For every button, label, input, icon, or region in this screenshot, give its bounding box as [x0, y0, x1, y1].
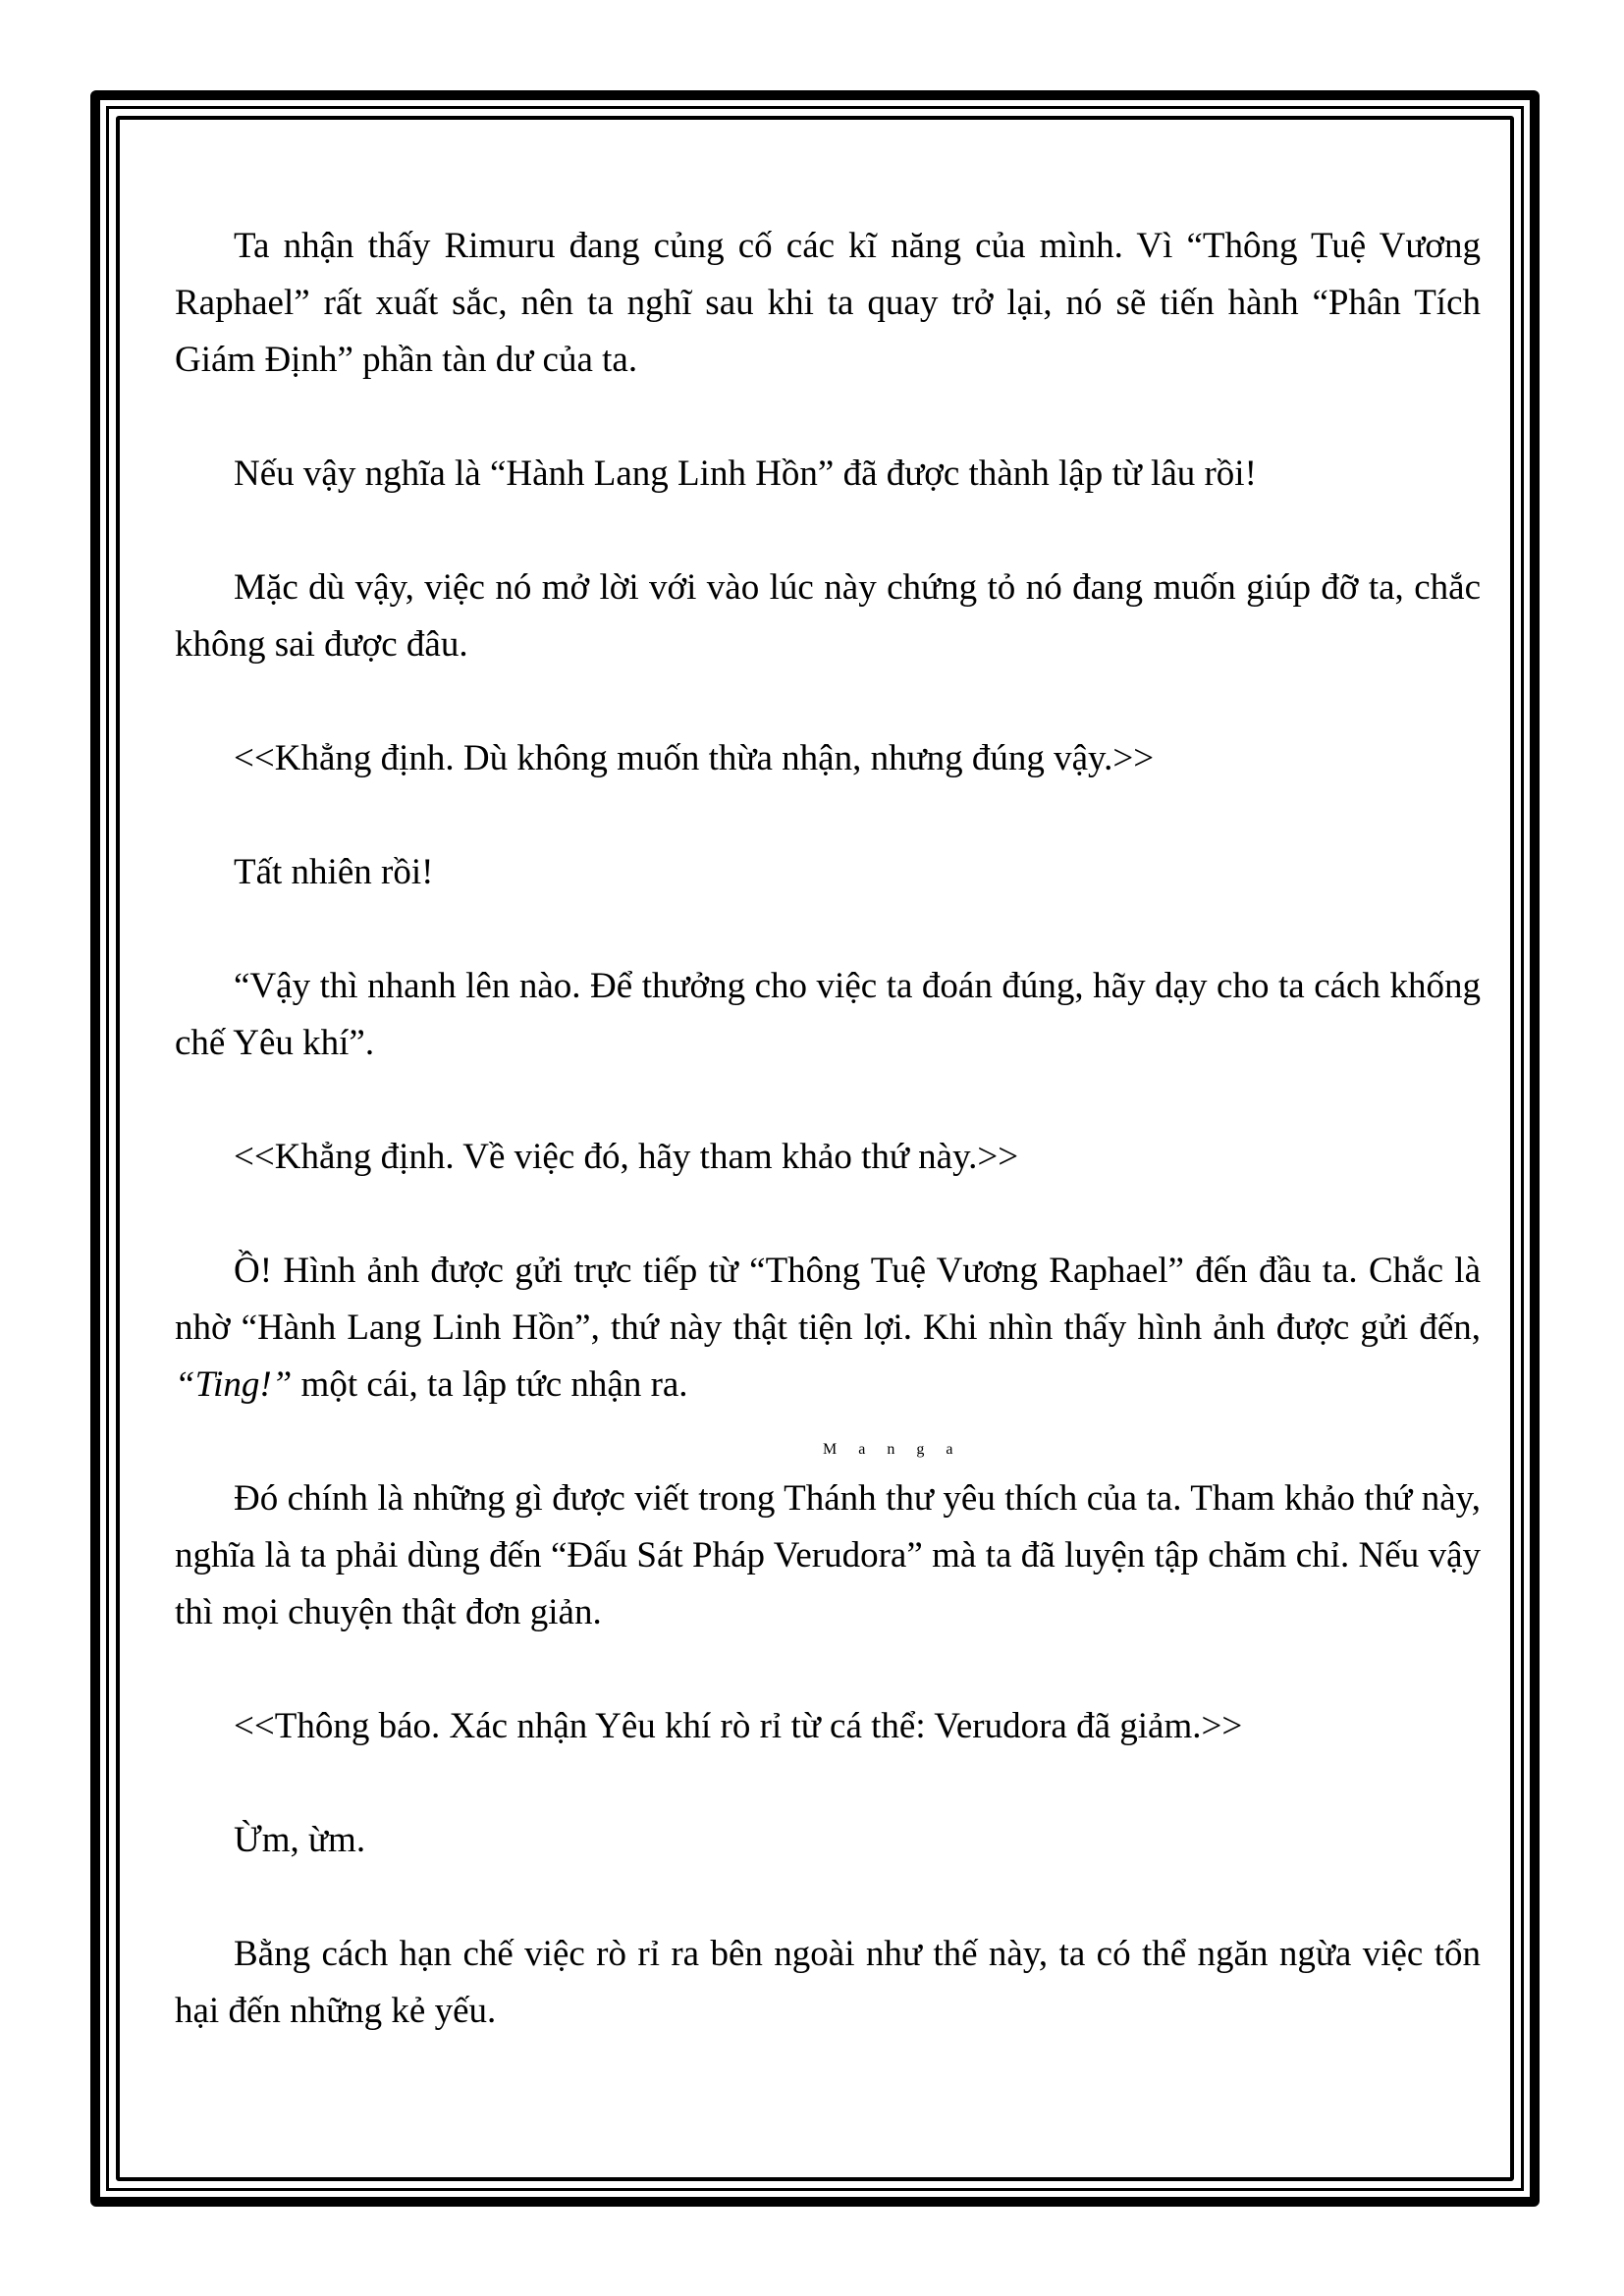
ruby-annotation: Manga: [823, 1441, 975, 1458]
paragraph: <<Thông báo. Xác nhận Yêu khí rò rỉ từ cá thể: Verudora đã giảm.>>: [234, 1706, 1243, 1746]
paragraph: Ta nhận thấy Rimuru đang củng cố các kĩ năng của mình. Vì “Thông Tuệ Vương Raphael” rất xuất sắc, nên ta nghĩ sau khi ta quay trở lại, nó sẽ tiến hành “Phân Tích Giám Định” phần tàn dư của ta.: [175, 226, 1481, 380]
paragraph: Nếu vậy nghĩa là “Hành Lang Linh Hồn” đã được thành lập từ lâu rồi!: [234, 454, 1257, 494]
sound-effect: “Ting!”: [175, 1364, 293, 1405]
paragraph: [175, 1243, 1481, 1414]
paragraph-text: một cái, ta lập tức nhận ra.: [300, 1364, 688, 1405]
paragraph: <<Khẳng định. Về việc đó, hãy tham khảo thứ này.>>: [234, 1137, 1019, 1177]
paragraph: Ừm, ừm.: [234, 1820, 366, 1860]
paragraph: <<Khẳng định. Dù không muốn thừa nhận, nhưng đúng vậy.>>: [234, 738, 1155, 778]
paragraph-text: Ồ! Hình ảnh được gửi trực tiếp từ “Thông Tuệ Vương Raphael” đến đầu ta. Chắc là nhờ “Hành Lang Linh Hồn”, thứ này thật tiện lợi. Khi nhìn thấy hình ảnh được gửi đến,: [175, 1251, 1481, 1348]
paragraph: Tất nhiên rồi!: [234, 852, 434, 892]
paragraph: “Vậy thì nhanh lên nào. Để thưởng cho việc ta đoán đúng, hãy dạy cho ta cách khống chế Yêu khí”.: [175, 966, 1481, 1063]
paragraph: [175, 1441, 1481, 1641]
paragraph: Mặc dù vậy, việc nó mở lời với vào lúc này chứng tỏ nó đang muốn giúp đỡ ta, chắc không sai được đâu.: [175, 567, 1481, 665]
paragraph-text: Đó chính là những gì được viết trong Thánh thư yêu thích của ta. Tham khảo thứ này, nghĩa là ta phải dùng đến “Đấu Sát Pháp Verudora” mà ta đã luyện tập chăm chỉ. Nếu vậy thì mọi chuyện thật đơn giản.: [175, 1478, 1481, 1632]
paragraph: Bằng cách hạn chế việc rò rỉ ra bên ngoài như thế này, ta có thể ngăn ngừa việc tổn hại đến những kẻ yếu.: [175, 1934, 1481, 2031]
story-text: [175, 218, 1481, 2097]
